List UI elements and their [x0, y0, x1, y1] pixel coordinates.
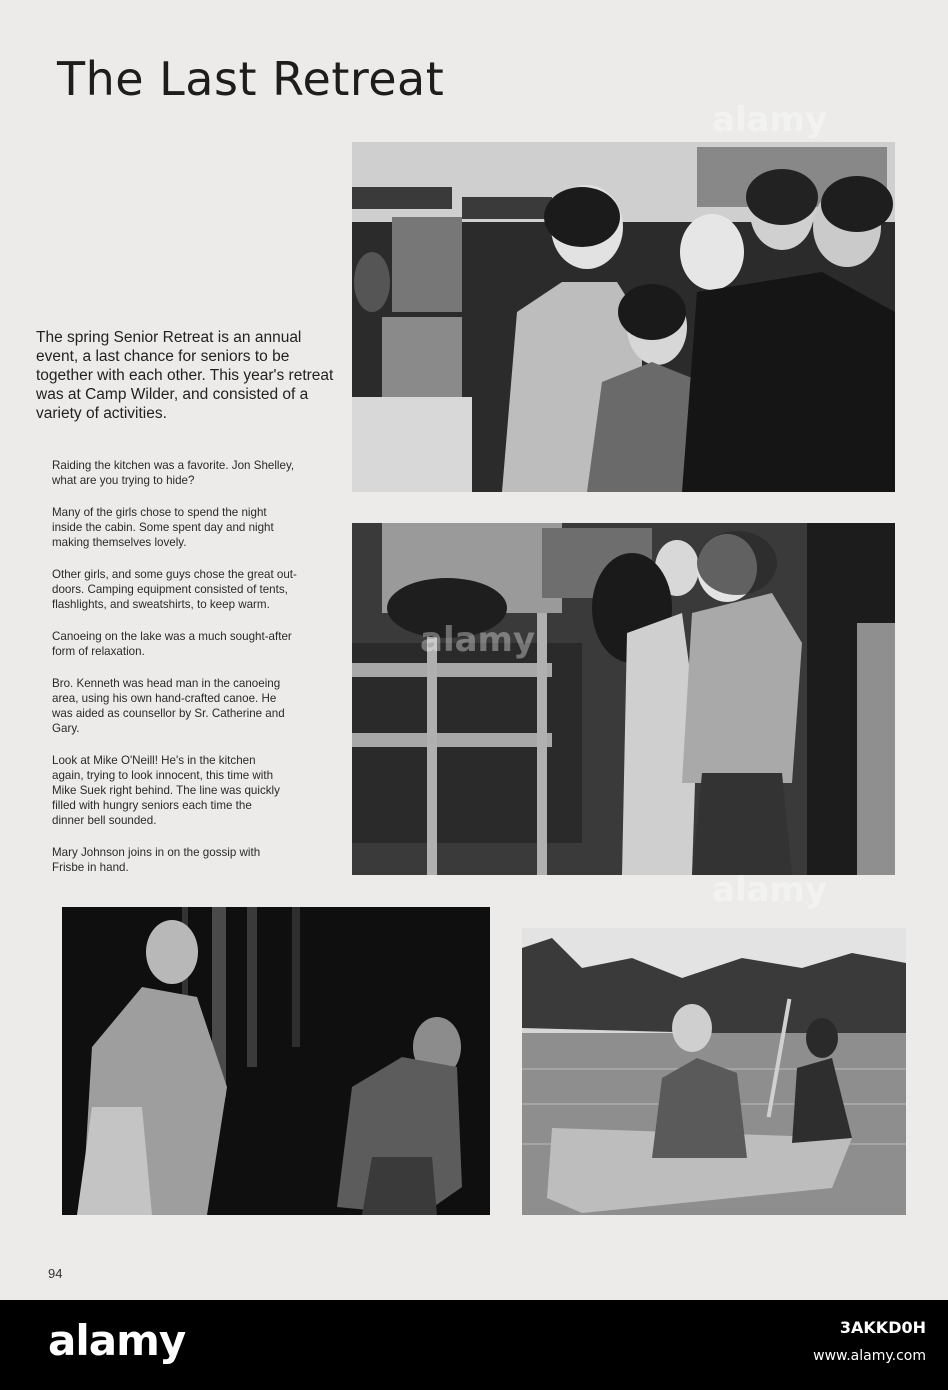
caption-item: Look at Mike O'Neill! He's in the kitchen again, trying to look innocent, this time with Mike Suek right behind. The line was quickly filled with hungry seniors each time the dinner bell sounded. — [52, 754, 280, 827]
watermark-text: alamy — [420, 620, 536, 660]
watermark-text: alamy — [712, 100, 828, 140]
caption-item: Many of the girls chose to spend the night inside the cabin. Some spent day and night making themselves lovely. — [52, 506, 274, 549]
photo-night-outdoors — [62, 907, 490, 1215]
caption-item: Mary Johnson joins in on the gossip with Frisbe in hand. — [52, 846, 261, 874]
photo-kitchen-group — [352, 142, 895, 492]
photo-canoe-lake — [522, 928, 906, 1215]
page-number: 94 — [48, 1266, 63, 1281]
caption-item: Canoeing on the lake was a much sought-after form of relaxation. — [52, 630, 292, 658]
photo-cabin-girls — [352, 523, 895, 875]
caption-item: Bro. Kenneth was head man in the canoeing area, using his own hand-crafted canoe. He was aided as counsellor by Sr. Catherine and Gary. — [52, 677, 285, 735]
photo-captions — [52, 458, 352, 892]
site-url: www.alamy.com — [813, 1348, 926, 1364]
watermark-text: alamy — [712, 870, 828, 910]
intro-paragraph: The spring Senior Retreat is an annual event, a last chance for seniors to be together with each other. This year's retreat was at Camp Wilder, and consisted of a variety of activities. — [36, 329, 334, 422]
caption-item: Raiding the kitchen was a favorite. Jon Shelley, what are you trying to hide? — [52, 459, 295, 487]
page-title: The Last Retreat — [57, 52, 445, 106]
brand-logo: alamy — [48, 1316, 186, 1365]
caption-item: Other girls, and some guys chose the great out- doors. Camping equipment consisted of tents, flashlights, and sweatshirts, to keep warm. — [52, 568, 297, 611]
image-id: 3AKKD0H — [839, 1318, 926, 1337]
